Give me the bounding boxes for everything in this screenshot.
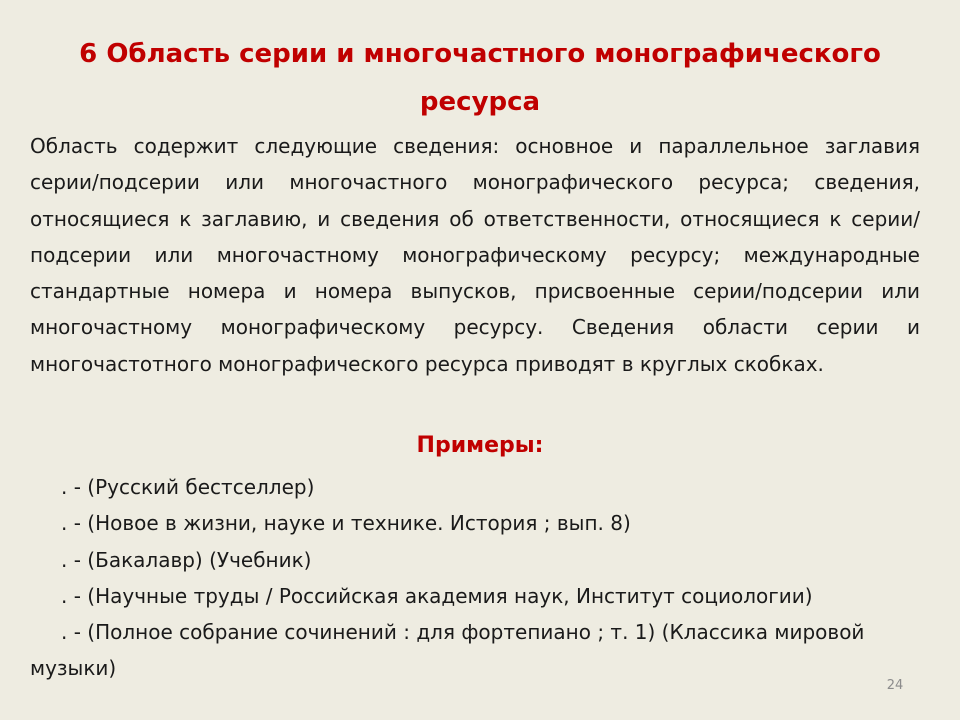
example-item: . - (Полное собрание сочинений : для фортепиано ; т. 1) (Классика мировой музыки) xyxy=(30,620,865,681)
example-item: . - (Научные труды / Российская академия наук, Институт социологии) xyxy=(61,583,813,608)
example-item: . - (Бакалавр) (Учебник) xyxy=(61,547,312,572)
example-item: . - (Новое в жизни, науке и технике. История ; вып. 8) xyxy=(61,511,631,536)
example-item: . - (Русский бестселлер) xyxy=(61,475,315,499)
body-paragraph: Область содержит следующие сведения: основное и параллельное заглавия серии/подсерии или многочастного монографического ресурса; сведения, относящиеся к заглавию, и сведения об ответственности, относящиеся к серии/подсерии или многочастному монографическому ресурсу; международные стандартные номера и номера выпусков, присвоенные серии/подсерии или многочастному монографическому ресурсу. Сведения области серии и многочастотного монографического ресурса приводят в круглых скобках. xyxy=(30,134,920,376)
page-number: 24 xyxy=(886,678,904,693)
examples-list xyxy=(30,469,925,687)
examples-heading: Примеры: xyxy=(416,433,544,458)
slide-title: 6 Область серии и многочастного монографического ресурса xyxy=(79,39,881,117)
